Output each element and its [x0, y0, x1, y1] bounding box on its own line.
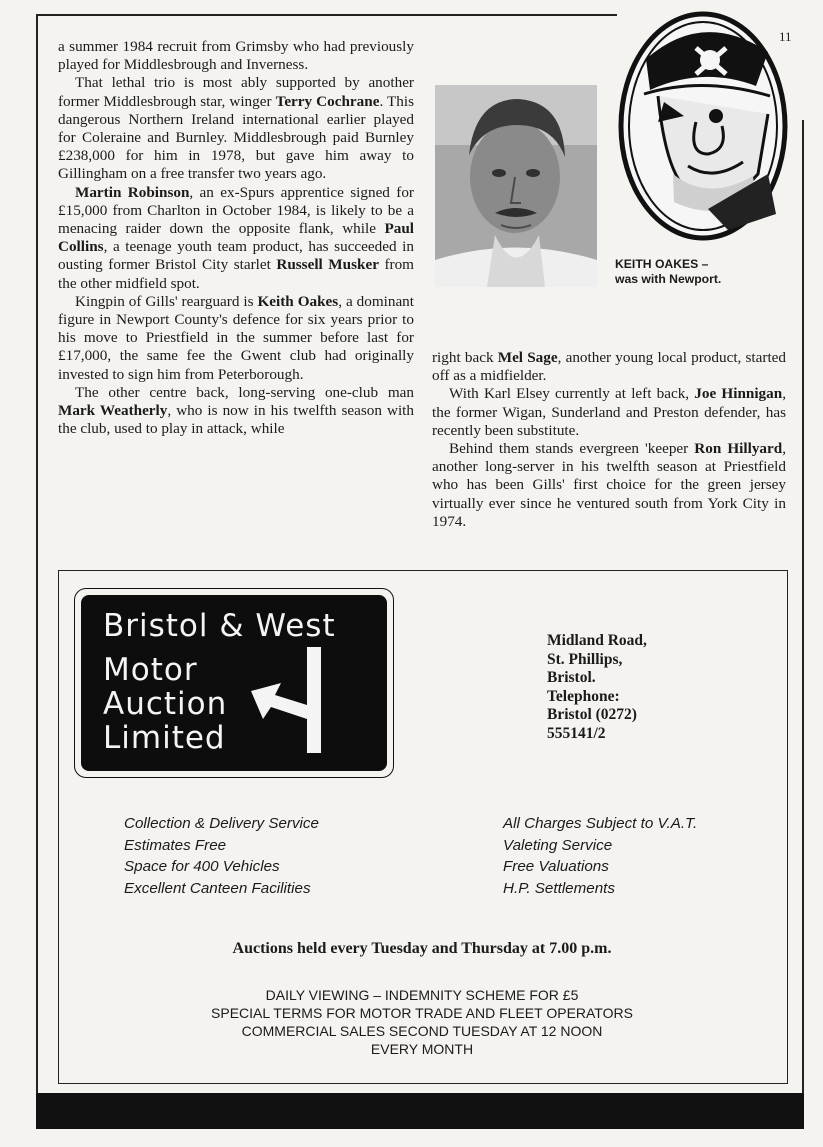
text-run: . This dangerous Northern Ireland international earlier played for Coleraine and Burnley. Middlesbrough paid Burnley £238,000 for him in 1978, but gave him away to Gillingham on a free transfer two years ago. — [58, 92, 414, 183]
services-right-list — [503, 813, 697, 899]
caption-line-2: was with Newport. — [615, 272, 722, 286]
logo-line-2: Motor — [103, 652, 198, 688]
photo-caption — [615, 257, 765, 287]
auction-schedule: Auctions held every Tuesday and Thursday at 7.00 p.m. — [232, 940, 612, 957]
text-run: Behind them stands evergreen 'keeper — [449, 440, 695, 458]
bristol-west-logo — [74, 588, 394, 778]
player-name: Russell Musker — [276, 256, 379, 274]
terms-line: SPECIAL TERMS FOR MOTOR TRADE AND FLEET OPERATORS — [211, 1005, 633, 1021]
player-name: Terry Cochrane — [275, 92, 380, 110]
article-left-column — [58, 38, 414, 438]
text-run: , an ex-Spurs apprentice signed for £15,000 from Charlton in October 1984, is likely to be a menacing raider down the opposite flank, while — [58, 183, 414, 238]
address-line: Bristol (0272) — [547, 706, 637, 723]
text-run: , a teenage youth team product, has succeeded in ousting former Bristol City starlet — [58, 238, 414, 274]
text-run: from the other midfield spot. — [58, 256, 414, 292]
service-item: Valeting Service — [503, 836, 613, 854]
text-run: Kingpin of Gills' rearguard is — [75, 292, 258, 310]
text-run: That lethal trio is most ably supported by another former Middlesbrough star, winger — [58, 74, 414, 110]
advert-address — [547, 632, 747, 743]
player-name: Mark Weatherly — [58, 402, 168, 420]
service-item: Estimates Free — [124, 836, 227, 854]
caption-line-1: KEITH OAKES – — [615, 257, 709, 271]
address-line: Midland Road, — [547, 632, 647, 649]
article-paragraph — [58, 74, 414, 183]
text-run: With Karl Elsey currently at left back, — [449, 385, 695, 403]
text-run: , who is now in his twelfth season with the club, used to play in attack, while — [58, 402, 414, 438]
player-name: Martin Robinson — [75, 183, 190, 201]
logo-line-3: Auction — [103, 686, 228, 722]
article-paragraph — [432, 349, 786, 385]
service-item: Free Valuations — [503, 858, 609, 875]
player-name: Ron Hillyard — [694, 440, 783, 458]
text-run: a summer 1984 recruit from Grimsby who had previously played for Middlesbrough and Inverness. — [58, 38, 414, 74]
article-paragraph — [432, 385, 786, 440]
page-number: 11 — [779, 29, 792, 44]
logo-line-1: Bristol & West — [103, 608, 336, 644]
text-run: The other centre back, long-serving one-club man — [75, 383, 414, 401]
player-name: Mel Sage — [497, 349, 558, 366]
pirate-mascot-illustration — [618, 4, 793, 244]
player-portrait-icon — [435, 85, 597, 287]
article-paragraph — [58, 184, 414, 293]
player-name: Joe Hinnigan — [694, 385, 783, 403]
advert-terms — [58, 986, 786, 1058]
player-name: Keith Oakes — [257, 292, 339, 310]
text-run: , another young local product, started off as a midfielder. — [432, 349, 787, 385]
article-paragraph — [58, 293, 414, 384]
bottom-black-bar — [36, 1093, 804, 1129]
service-item: H.P. Settlements — [503, 879, 615, 897]
article-paragraph — [58, 384, 414, 439]
player-name: Paul Collins — [58, 220, 414, 256]
address-line: St. Phillips, — [547, 650, 623, 668]
terms-line: COMMERCIAL SALES SECOND TUESDAY AT 12 NOON — [241, 1023, 603, 1039]
services-left-list — [124, 813, 319, 899]
road-junction-sign-icon — [251, 647, 371, 757]
pirate-mascot-icon — [618, 4, 793, 244]
page-frame-left — [36, 14, 38, 1094]
service-item: Space for 400 Vehicles — [124, 858, 280, 875]
text-run: right back — [432, 349, 498, 366]
service-item: All Charges Subject to V.A.T. — [503, 815, 698, 832]
service-item: Collection & Delivery Service — [124, 815, 319, 832]
address-line: 555141/2 — [547, 724, 606, 742]
address-line: Bristol. — [547, 669, 596, 686]
logo-line-4: Limited — [103, 720, 226, 756]
top-rule — [37, 14, 617, 16]
text-run: , another long-server in his twelfth season at Priestfield who has been Gills' first choice for the green jersey virtually ever since he ventured south from York City in 1974. — [432, 440, 787, 530]
terms-line: EVERY MONTH — [370, 1041, 474, 1057]
text-run: , a dominant figure in Newport County's defence for six years prior to his move to Priestfield in the summer before last for £17,000, the same fee the Gwent club had originally invested to sign him from Peterborough. — [58, 292, 414, 383]
address-line: Telephone: — [547, 687, 620, 705]
article-paragraph — [58, 38, 414, 74]
keith-oakes-photo — [435, 85, 597, 287]
article-right-column — [432, 349, 786, 531]
service-item: Excellent Canteen Facilities — [124, 879, 311, 897]
text-run: , the former Wigan, Sunderland and Preston defender, has recently been substitute. — [432, 385, 786, 439]
terms-line: DAILY VIEWING – INDEMNITY SCHEME FOR £5 — [265, 987, 579, 1003]
article-paragraph — [432, 440, 786, 531]
page-frame-right — [802, 120, 804, 1095]
